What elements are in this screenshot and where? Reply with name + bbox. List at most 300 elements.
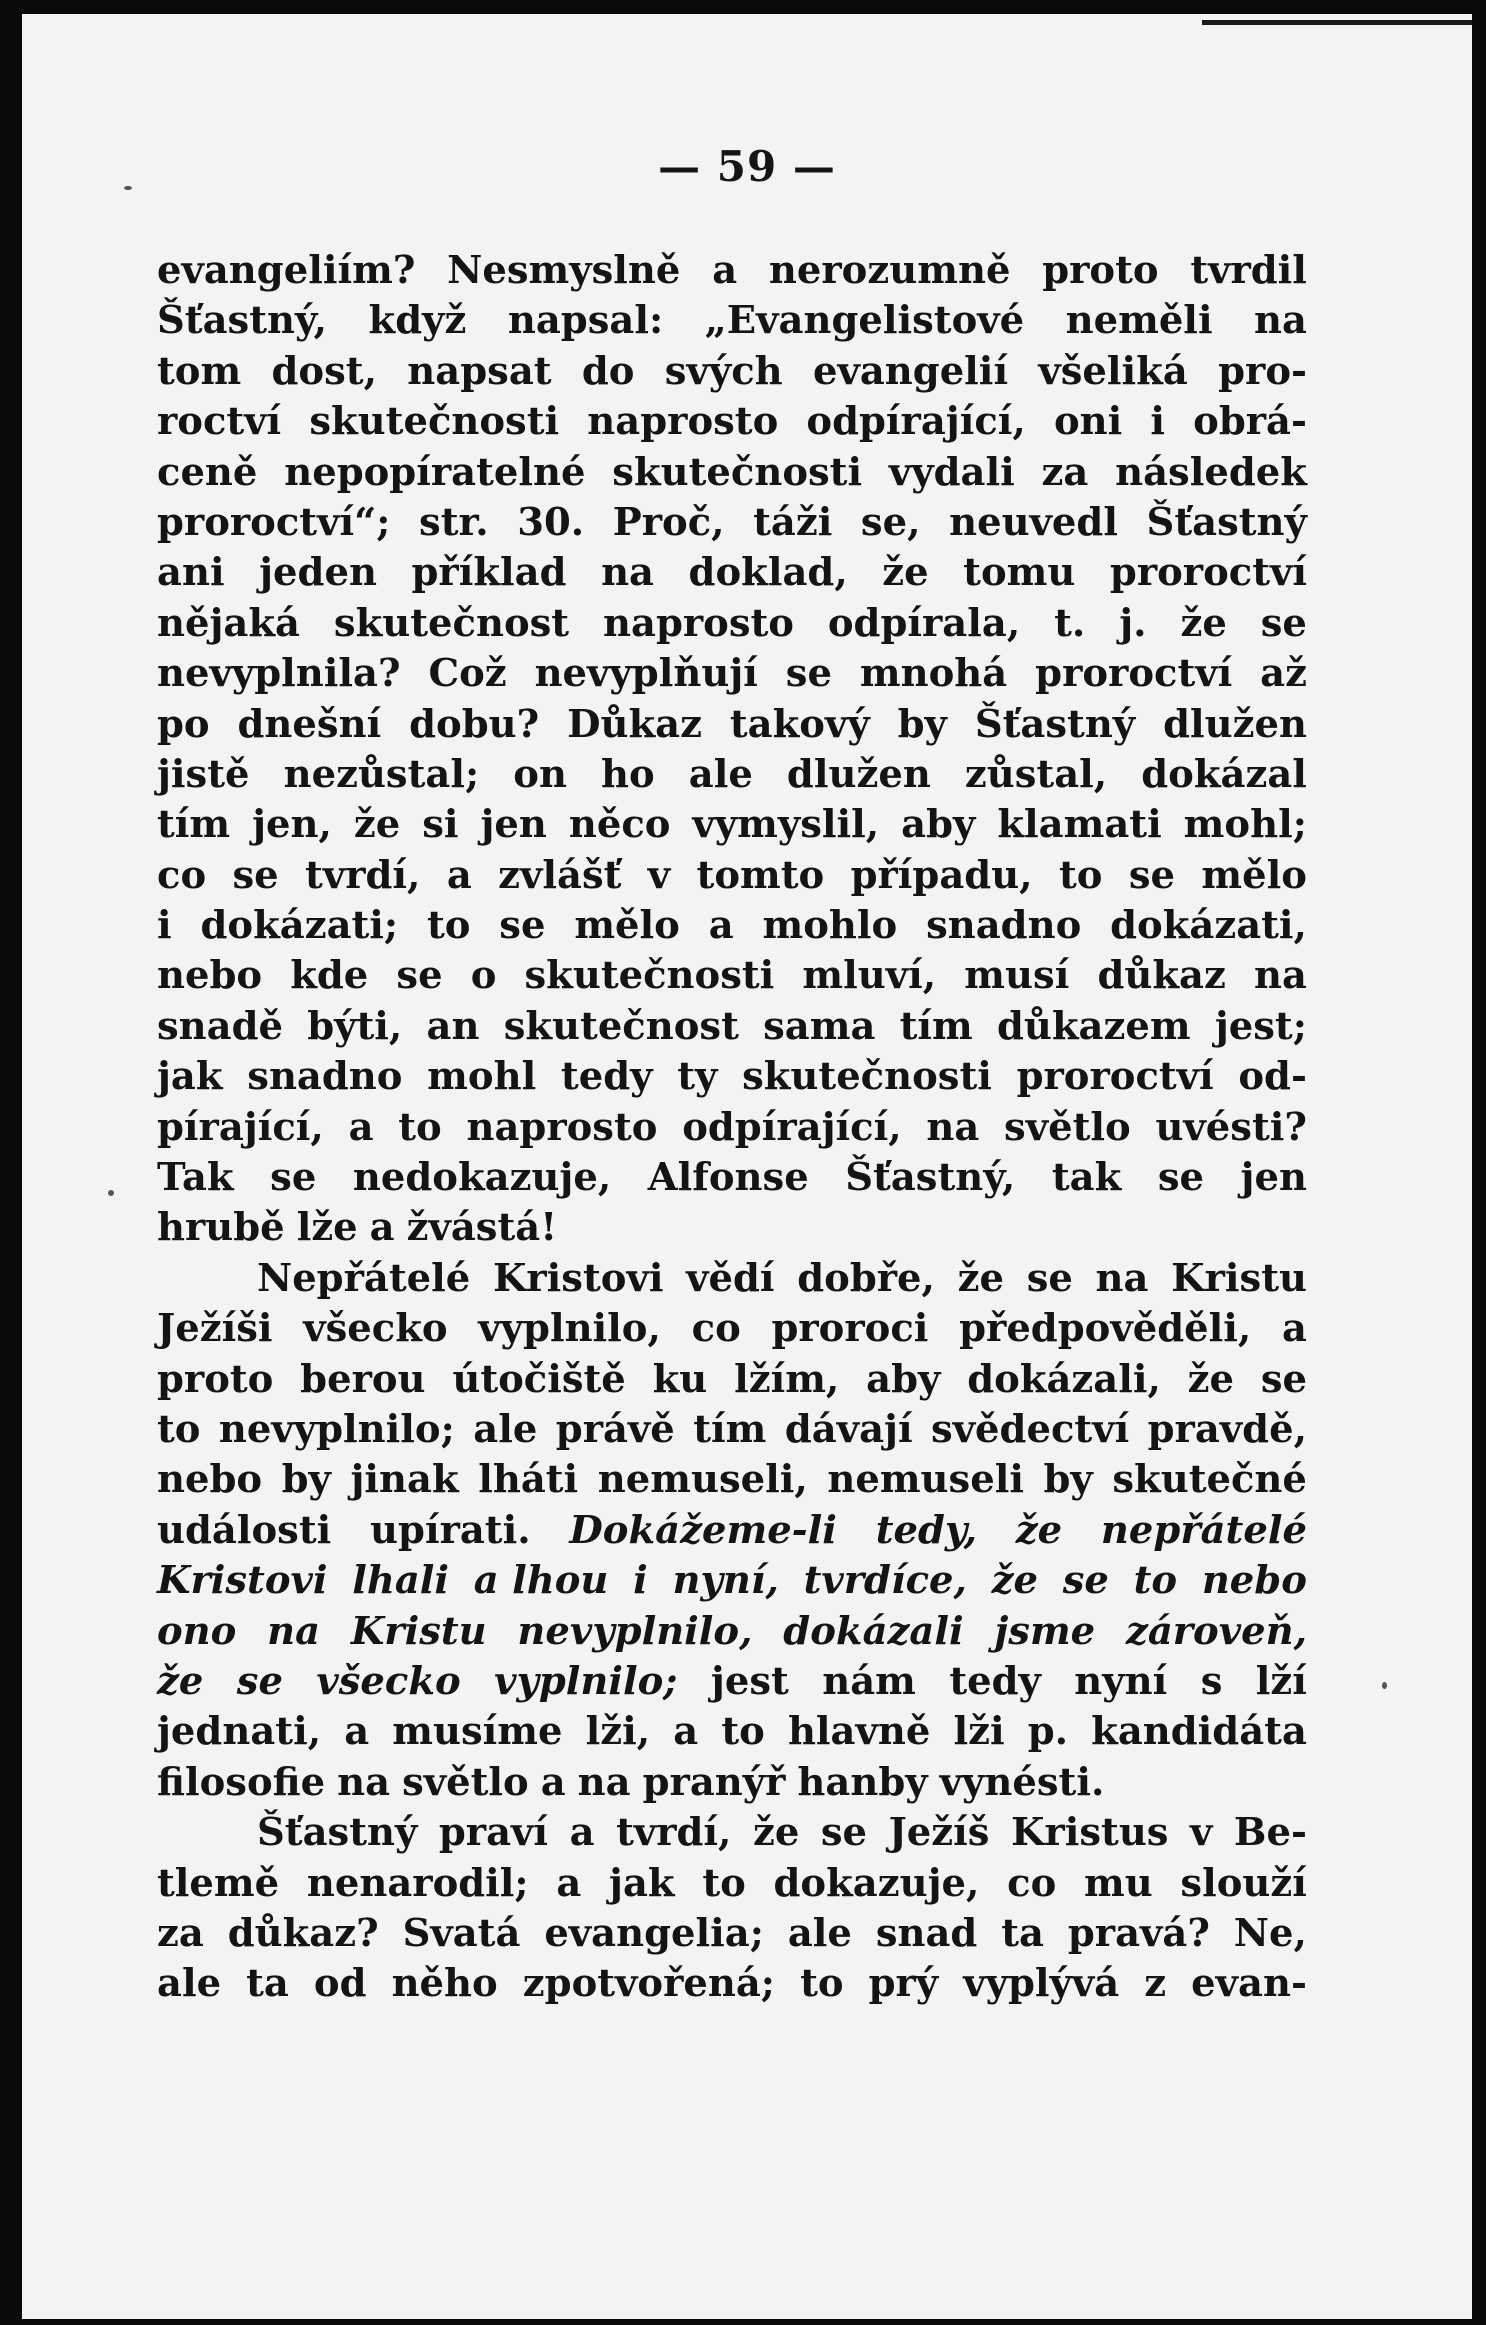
- word: dokázali,: [967, 1356, 1161, 1402]
- text-line: [157, 1153, 1307, 1203]
- word: pranýř: [642, 1759, 786, 1805]
- word: nyní,: [672, 1558, 779, 1604]
- word: Což: [428, 651, 507, 697]
- word: snadě: [157, 1003, 284, 1049]
- text-line: [157, 1103, 1307, 1153]
- word: svých: [664, 348, 783, 394]
- word: klamati: [997, 802, 1162, 848]
- word: předpověděli,: [959, 1306, 1252, 1352]
- word: jest;: [1214, 1003, 1307, 1049]
- word: nebo: [157, 953, 263, 999]
- word: za: [1041, 449, 1089, 495]
- text-line: [157, 901, 1307, 951]
- word: uvésti?: [1155, 1104, 1307, 1150]
- word: po: [157, 701, 210, 747]
- word: Kristovi: [492, 1255, 664, 1301]
- word: případu,: [850, 852, 1033, 898]
- word: Kristovi: [157, 1558, 328, 1604]
- word: se,: [860, 499, 921, 545]
- text-line: [157, 1455, 1307, 1505]
- word: nevyplnilo;: [218, 1406, 455, 1452]
- word: pravá?: [1067, 1910, 1210, 1956]
- word: že: [1015, 1507, 1063, 1553]
- word: lže: [296, 1205, 358, 1251]
- text-line: [157, 498, 1307, 548]
- word: doklad,: [688, 550, 848, 596]
- word: na: [577, 1759, 631, 1805]
- word: jednati,: [157, 1709, 322, 1755]
- word: nevyplnila?: [157, 651, 401, 697]
- word: vyplnilo,: [478, 1306, 661, 1352]
- word: všeliká: [1038, 348, 1188, 394]
- word: to: [1133, 1558, 1178, 1604]
- word: Tak: [157, 1155, 234, 1201]
- word: hrubě: [157, 1205, 285, 1251]
- word: Svatá: [402, 1910, 521, 1956]
- word: lžím,: [734, 1356, 840, 1402]
- word: kde: [290, 953, 369, 999]
- word: kandidáta: [1091, 1709, 1307, 1755]
- word: se: [396, 953, 443, 999]
- word: pírající,: [157, 1104, 324, 1150]
- word: něco: [568, 802, 671, 848]
- word: se: [1157, 1155, 1204, 1201]
- word: i: [1150, 399, 1166, 445]
- word: tedy,: [875, 1507, 977, 1553]
- text-line: [157, 1355, 1307, 1405]
- word: mělo: [574, 903, 680, 949]
- word: mohl;: [1183, 802, 1307, 848]
- word: útočiště: [452, 1356, 626, 1402]
- word: a: [708, 903, 734, 949]
- word: se: [232, 852, 279, 898]
- word: 30.: [517, 499, 585, 545]
- word: Důkaz: [567, 701, 702, 747]
- word: vydali: [888, 449, 1015, 495]
- word: roctví: [157, 399, 282, 445]
- word: skutečnosti: [524, 953, 775, 999]
- word: aby: [866, 1356, 941, 1402]
- word: proroctví“;: [157, 499, 391, 545]
- word: nedokazuje,: [352, 1155, 612, 1201]
- word: nepřátelé: [1100, 1507, 1307, 1553]
- word: o: [470, 953, 497, 999]
- word: lží: [1255, 1658, 1307, 1704]
- word: dávají: [784, 1406, 913, 1452]
- word: evangelia;: [544, 1910, 764, 1956]
- word: světlo: [1004, 1104, 1131, 1150]
- word: se: [1062, 1558, 1109, 1604]
- text-line: [157, 1506, 1307, 1556]
- word: napsat: [407, 348, 552, 394]
- word: dobře,: [797, 1255, 935, 1301]
- word: tím: [899, 1003, 973, 1049]
- word: prý: [868, 1961, 939, 2007]
- word: Nepřátelé: [257, 1255, 471, 1301]
- word: ty: [677, 1054, 718, 1100]
- word: by: [281, 1457, 331, 1503]
- text-line: [157, 800, 1307, 850]
- word: táži: [753, 499, 833, 545]
- word: býti,: [307, 1003, 403, 1049]
- word: a lhou: [473, 1558, 609, 1604]
- word: že: [957, 1255, 1004, 1301]
- word: upírati.: [370, 1507, 531, 1553]
- word: odpírala,: [827, 600, 1021, 646]
- text-line: [157, 649, 1307, 699]
- word: jeden: [259, 550, 377, 596]
- word: pravdě,: [1147, 1406, 1307, 1452]
- word: co: [691, 1306, 741, 1352]
- word: vyplývá: [963, 1961, 1120, 2007]
- text-line: [157, 1304, 1307, 1354]
- word: proroctví: [1109, 550, 1307, 596]
- word: Nesmyslně: [447, 248, 681, 293]
- word: skutečnosti: [742, 1054, 992, 1100]
- word: skutečnost: [503, 1003, 739, 1049]
- word: se: [236, 1658, 283, 1704]
- text-line: [157, 1254, 1307, 1304]
- word: na: [337, 1759, 391, 1805]
- word: zpotvořená;: [522, 1961, 776, 2007]
- word: na: [1095, 1255, 1149, 1301]
- word: naprosto: [587, 399, 779, 445]
- word: a: [369, 1205, 395, 1251]
- word: důkazem: [996, 1003, 1191, 1049]
- word: se: [820, 1810, 868, 1856]
- text-line: [157, 1657, 1307, 1707]
- text-line: [157, 246, 1307, 296]
- word: aby: [901, 802, 976, 848]
- word: jen: [480, 802, 547, 848]
- word: tedy: [560, 1054, 653, 1100]
- text-line: [157, 1959, 1307, 2009]
- word: „Evangelistové: [704, 298, 1025, 344]
- word: v: [647, 852, 671, 898]
- word: příklad: [411, 550, 567, 596]
- word: se: [785, 651, 832, 697]
- word: do: [581, 348, 635, 394]
- word: evangeliím?: [157, 248, 416, 293]
- word: Šťastný,: [845, 1155, 1016, 1201]
- word: mluví,: [802, 953, 937, 999]
- word: dokazuje,: [773, 1860, 980, 1906]
- word: Ježíš: [888, 1810, 990, 1856]
- word: vymyslil,: [692, 802, 880, 848]
- word: události: [157, 1507, 332, 1553]
- text-line: [157, 599, 1307, 649]
- word: proto: [1042, 248, 1159, 293]
- word: Kristus: [1010, 1810, 1169, 1856]
- word: hanby: [797, 1759, 928, 1805]
- word: dlužen: [1163, 701, 1307, 747]
- word: a: [446, 852, 472, 898]
- word: jsme: [994, 1608, 1096, 1654]
- text-line: [157, 548, 1307, 598]
- word: ale: [157, 1961, 222, 2007]
- word: a: [569, 1810, 595, 1856]
- word: až: [1260, 651, 1307, 697]
- word: ta: [246, 1961, 289, 2007]
- word: a: [344, 1709, 370, 1755]
- word: dokázali: [783, 1608, 964, 1654]
- word: co: [157, 852, 207, 898]
- word: něho: [391, 1961, 498, 2007]
- word: dokázati;: [200, 903, 399, 949]
- word: zůstal,: [964, 751, 1108, 797]
- word: str.: [419, 499, 489, 545]
- text-line: [157, 851, 1307, 901]
- word: že: [991, 1558, 1039, 1604]
- word: on: [513, 751, 567, 797]
- word: tomu: [963, 550, 1076, 596]
- text-line: [157, 1405, 1307, 1455]
- word: hlavně: [787, 1709, 931, 1755]
- book-page: [22, 14, 1472, 2319]
- word: právě: [555, 1406, 675, 1452]
- word: Šťastný: [257, 1810, 418, 1856]
- text-line: [157, 1556, 1307, 1606]
- word: následek: [1115, 449, 1307, 495]
- word: a: [556, 1860, 582, 1906]
- word: Šťastný: [1146, 499, 1307, 545]
- word: že: [752, 1810, 800, 1856]
- word: jak: [157, 1054, 223, 1100]
- word: Be-: [1233, 1810, 1307, 1856]
- word: od: [313, 1961, 367, 2007]
- word: mělo: [1201, 852, 1307, 898]
- word: tedy: [949, 1658, 1041, 1704]
- word: Alfonse: [647, 1155, 809, 1201]
- word: evangelií: [812, 348, 1009, 394]
- text-line: [157, 1607, 1307, 1657]
- word: dokázati,: [1110, 903, 1307, 949]
- text-line: [157, 1909, 1307, 1959]
- word: ho: [601, 751, 655, 797]
- word: a: [540, 1759, 566, 1805]
- word: mohl: [427, 1054, 537, 1100]
- word: takový: [729, 701, 870, 747]
- word: a: [1281, 1306, 1307, 1352]
- word: odpírající,: [682, 1104, 902, 1150]
- word: to: [721, 1709, 765, 1755]
- word: tvrdí,: [616, 1810, 732, 1856]
- word: skutečnost: [333, 600, 570, 646]
- word: to: [426, 903, 471, 949]
- word: se: [1128, 852, 1175, 898]
- text-line: [157, 347, 1307, 397]
- ink-speck: [1382, 1682, 1387, 1689]
- text-line: [157, 1808, 1307, 1858]
- word: lháti: [478, 1457, 579, 1503]
- word: tomto: [696, 852, 825, 898]
- text-line: [157, 1707, 1307, 1757]
- word: na: [926, 1104, 980, 1150]
- word: nějaká: [157, 600, 300, 646]
- text-line: [157, 1002, 1307, 1052]
- word: že: [882, 550, 929, 596]
- word: ono: [157, 1608, 237, 1654]
- word: zároveň,: [1125, 1608, 1307, 1654]
- word: Dokážeme-li: [569, 1507, 837, 1553]
- word: nevyplnilo,: [517, 1608, 753, 1654]
- text-line: [157, 700, 1307, 750]
- page-edge-rule: [1202, 20, 1472, 25]
- word: vynésti.: [939, 1759, 1105, 1805]
- word: skutečnosti: [612, 449, 863, 495]
- word: ta: [1001, 1910, 1044, 1956]
- word: proroctví: [1016, 1054, 1214, 1100]
- word: proroctví: [1035, 651, 1233, 697]
- word: mohlo: [762, 903, 898, 949]
- word: jen: [1240, 1155, 1307, 1201]
- word: to: [1058, 852, 1103, 898]
- body-text: [157, 246, 1307, 2010]
- word: za: [157, 1910, 204, 1956]
- word: tím: [693, 1406, 767, 1452]
- word: co: [1007, 1860, 1057, 1906]
- word: jak: [609, 1860, 675, 1906]
- word: proto: [157, 1356, 274, 1402]
- word: Proč,: [612, 499, 725, 545]
- word: od-: [1238, 1054, 1307, 1100]
- word: ale: [688, 751, 753, 797]
- word: neměli: [1065, 298, 1213, 344]
- word: svědectví: [931, 1406, 1130, 1452]
- word: dokázal: [1141, 751, 1307, 797]
- word: se: [1260, 1356, 1307, 1402]
- word: nerozumně: [768, 248, 1011, 293]
- word: praví: [438, 1810, 549, 1856]
- word: a: [348, 1104, 374, 1150]
- word: Kristu: [1171, 1255, 1307, 1301]
- word: tlemě: [157, 1860, 280, 1906]
- word: nemuseli,: [597, 1457, 808, 1503]
- word: proroci: [771, 1306, 929, 1352]
- word: nepopíratelné: [284, 449, 586, 495]
- word: t.: [1054, 600, 1086, 646]
- word: by: [897, 701, 947, 747]
- word: musí: [964, 953, 1070, 999]
- word: Kristu: [350, 1608, 487, 1654]
- word: světlo: [402, 1759, 529, 1805]
- word: důkaz: [1097, 953, 1226, 999]
- word: žvástá!: [406, 1205, 558, 1251]
- word: jistě: [157, 751, 250, 797]
- word: naprosto: [466, 1104, 658, 1150]
- word: nebo: [157, 1457, 263, 1503]
- word: skutečnosti: [309, 399, 560, 445]
- word: p.: [1027, 1709, 1069, 1755]
- word: naprosto: [603, 600, 794, 646]
- word: vědí: [686, 1255, 775, 1301]
- word: mu: [1083, 1860, 1153, 1906]
- text-line: [157, 1052, 1307, 1102]
- word: by: [1043, 1457, 1093, 1503]
- word: všecko: [303, 1306, 448, 1352]
- word: že: [1180, 600, 1227, 646]
- word: lži: [953, 1709, 1005, 1755]
- word: ale: [473, 1406, 538, 1452]
- word: musíme: [392, 1709, 563, 1755]
- word: lži,: [585, 1709, 651, 1755]
- word: mnohá: [859, 651, 1008, 697]
- word: se: [1026, 1255, 1073, 1301]
- word: an: [426, 1003, 480, 1049]
- word: dost,: [271, 348, 377, 394]
- word: tvrdí,: [305, 852, 421, 898]
- word: snad: [875, 1910, 978, 1956]
- word: jinak: [350, 1457, 459, 1503]
- text-line: [157, 951, 1307, 1001]
- word: všecko: [316, 1658, 461, 1704]
- word: že: [1187, 1356, 1235, 1402]
- word: jest: [710, 1658, 789, 1704]
- word: důkaz?: [227, 1910, 379, 1956]
- word: nevyplňují: [534, 651, 758, 697]
- word: že: [353, 802, 401, 848]
- word: napsal:: [507, 298, 664, 344]
- word: ani: [157, 550, 225, 596]
- word: oni: [1053, 399, 1123, 445]
- word: tvrdil: [1190, 248, 1307, 293]
- word: j.: [1119, 600, 1147, 646]
- word: Ne,: [1233, 1910, 1307, 1956]
- word: lhali: [352, 1558, 450, 1604]
- word: tvrdíce,: [803, 1558, 967, 1604]
- text-line: [157, 448, 1307, 498]
- word: nenarodil;: [306, 1860, 529, 1906]
- word: se: [499, 903, 546, 949]
- word: berou: [300, 1356, 426, 1402]
- word: tom: [157, 348, 242, 394]
- word: ale: [787, 1910, 852, 1956]
- word: vyplnilo;: [494, 1658, 678, 1704]
- word: zvlášť: [498, 852, 622, 898]
- word: pro-: [1218, 348, 1307, 394]
- word: na: [601, 550, 654, 596]
- word: si: [422, 802, 459, 848]
- word: Šťastný,: [157, 298, 328, 344]
- word: ku: [652, 1356, 708, 1402]
- word: dobu?: [409, 701, 540, 747]
- word: v: [1190, 1810, 1213, 1856]
- word: se: [1260, 600, 1307, 646]
- word: a: [712, 248, 738, 293]
- word: nezůstal;: [283, 751, 480, 797]
- word: jen,: [252, 802, 332, 848]
- word: že: [157, 1658, 204, 1704]
- page-number: — 59 —: [658, 142, 836, 191]
- text-line: [157, 750, 1307, 800]
- word: s: [1200, 1658, 1223, 1704]
- word: i: [157, 903, 172, 949]
- word: na: [1253, 953, 1307, 999]
- word: skutečné: [1112, 1457, 1307, 1503]
- word: tak: [1051, 1155, 1122, 1201]
- word: nyní: [1074, 1658, 1168, 1704]
- word: odpírající,: [806, 399, 1026, 445]
- word: evan-: [1191, 1961, 1307, 2007]
- word: obrá-: [1193, 399, 1307, 445]
- word: snadno: [247, 1054, 403, 1100]
- ink-speck: [108, 1190, 114, 1196]
- word: se: [270, 1155, 317, 1201]
- word: slouží: [1180, 1860, 1307, 1906]
- word: tím: [157, 802, 231, 848]
- word: na: [1254, 298, 1307, 344]
- word: na: [267, 1608, 321, 1654]
